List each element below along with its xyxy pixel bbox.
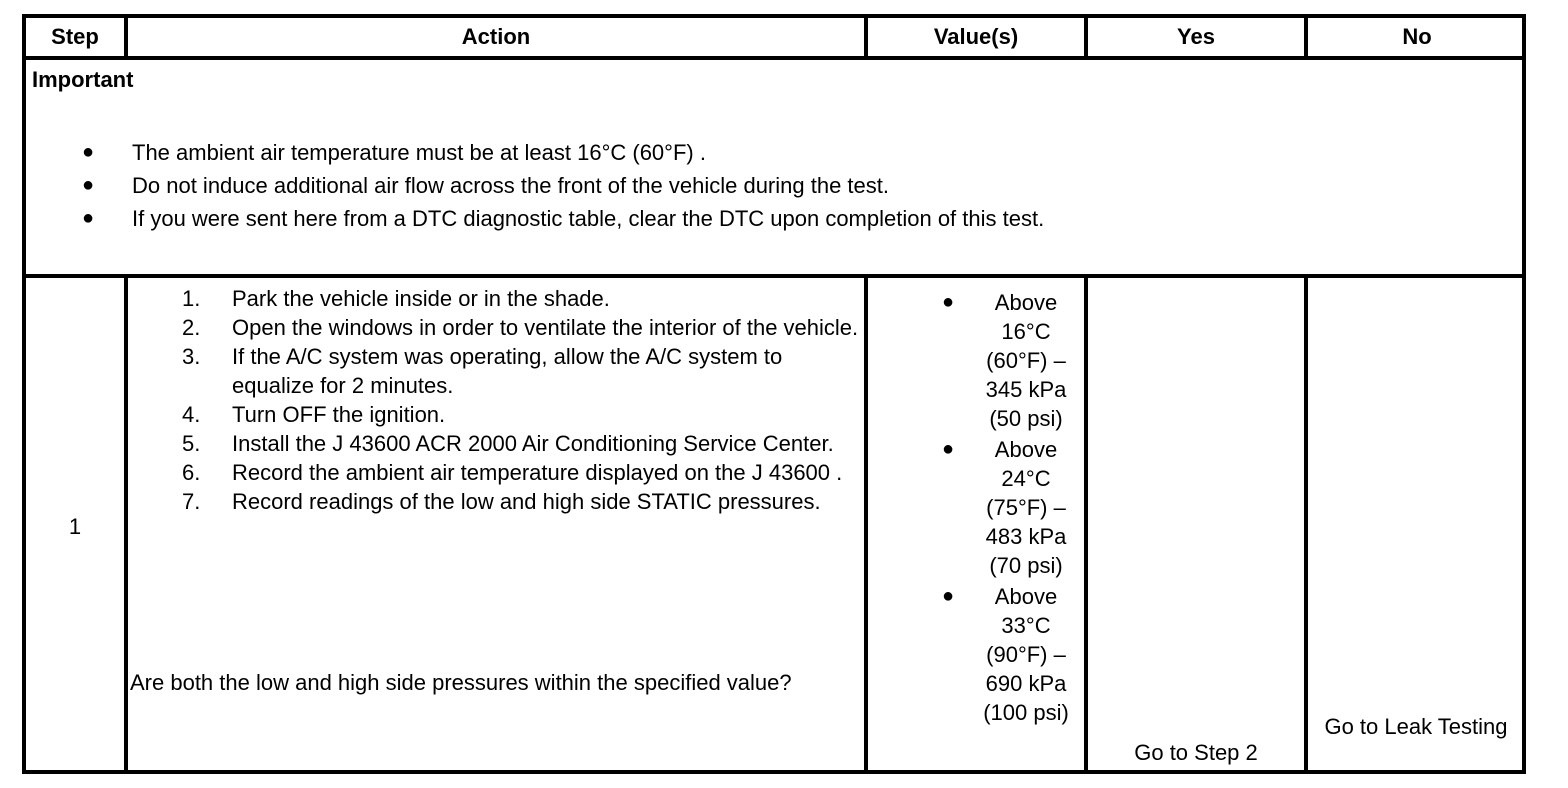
bullet-icon: ● [82, 174, 95, 196]
bullet-icon: ● [942, 585, 955, 607]
divider [1084, 274, 1088, 774]
header-no: No [1402, 24, 1432, 49]
important-title: Important [32, 67, 134, 92]
header-yes: Yes [1177, 24, 1215, 49]
action-item: 6. Record the ambient air temperature displayed on the J 43600 . [182, 460, 843, 485]
yes-result: Go to Step 2 [1134, 740, 1258, 765]
divider [1304, 18, 1308, 56]
action-item: 7. Record readings of the low and high side STATIC pressures. [182, 489, 821, 514]
action-item: 1. Park the vehicle inside or in the shade. [182, 286, 610, 311]
divider [124, 18, 128, 56]
header-action: Action [461, 24, 531, 49]
action-item: 3. If the A/C system was operating, allow the A/C system to equalize for 2 minutes. [182, 344, 783, 398]
step-question: Are both the low and high side pressures within the specified value? [130, 670, 792, 695]
divider [26, 56, 1522, 60]
no-result: Go to Leak Testing [1324, 714, 1508, 739]
value-item: ● Above 24°C (75°F) – 483 kPa (70 psi) [942, 437, 1067, 578]
header-step: Step [51, 24, 99, 49]
step-number: 1 [68, 514, 82, 539]
bullet-icon: ● [82, 141, 95, 163]
values-list [868, 288, 1084, 727]
bullet-icon: ● [942, 438, 955, 460]
divider [1304, 274, 1308, 774]
action-item: 2. Open the windows in order to ventilate the interior of the vehicle. [182, 315, 859, 340]
bullet-icon: ● [82, 207, 95, 229]
divider [1084, 18, 1088, 56]
divider [864, 18, 868, 56]
header-values: Value(s) [933, 24, 1019, 49]
action-item: 4. Turn OFF the ignition. [182, 402, 446, 427]
divider [26, 274, 1522, 278]
action-item: 5. Install the J 43600 ACR 2000 Air Conditioning Service Center. [182, 431, 834, 456]
value-item: ● Above 33°C (90°F) – 690 kPa (100 psi) [942, 584, 1069, 725]
value-item: ● Above 16°C (60°F) – 345 kPa (50 psi) [942, 290, 1067, 431]
action-list [128, 284, 864, 516]
diagnostic-table: Step Action Value(s) Yes No Important ● The ambient air temperature must be at least 16°C (60°F) . ● Do not induce additional air flow across the front of the vehicle during the test. ● If you were sent here from a DTC diagnostic table, clear the DTC upon completion of this test. 1 1. Park the vehicle inside or in the shade. 2. Open the windows in order to ventilate the interior of the vehicle. 3. If the A/C system was operating, allow the A/C system to equalize for 2 minutes. 4. Turn OFF the ignition. 5. Install the J 43600 ACR 2000 Air Conditioning Service Center. 6. Record the ambient air temperature displayed on the J 43600 . 7. Record readings of the low and high side STATIC pressures. Are both the low and high side pressures within the specified value? ● Above 16°C (60°F) – 345 kPa (50 psi) ● Above 24°C (75°F) – 483 kPa (70 psi) ● Above 33°C (90°F) – 690 kPa (100 psi) Go to Step 2 Go to Leak Testing [22, 14, 1526, 774]
bullet-icon: ● [942, 291, 955, 313]
